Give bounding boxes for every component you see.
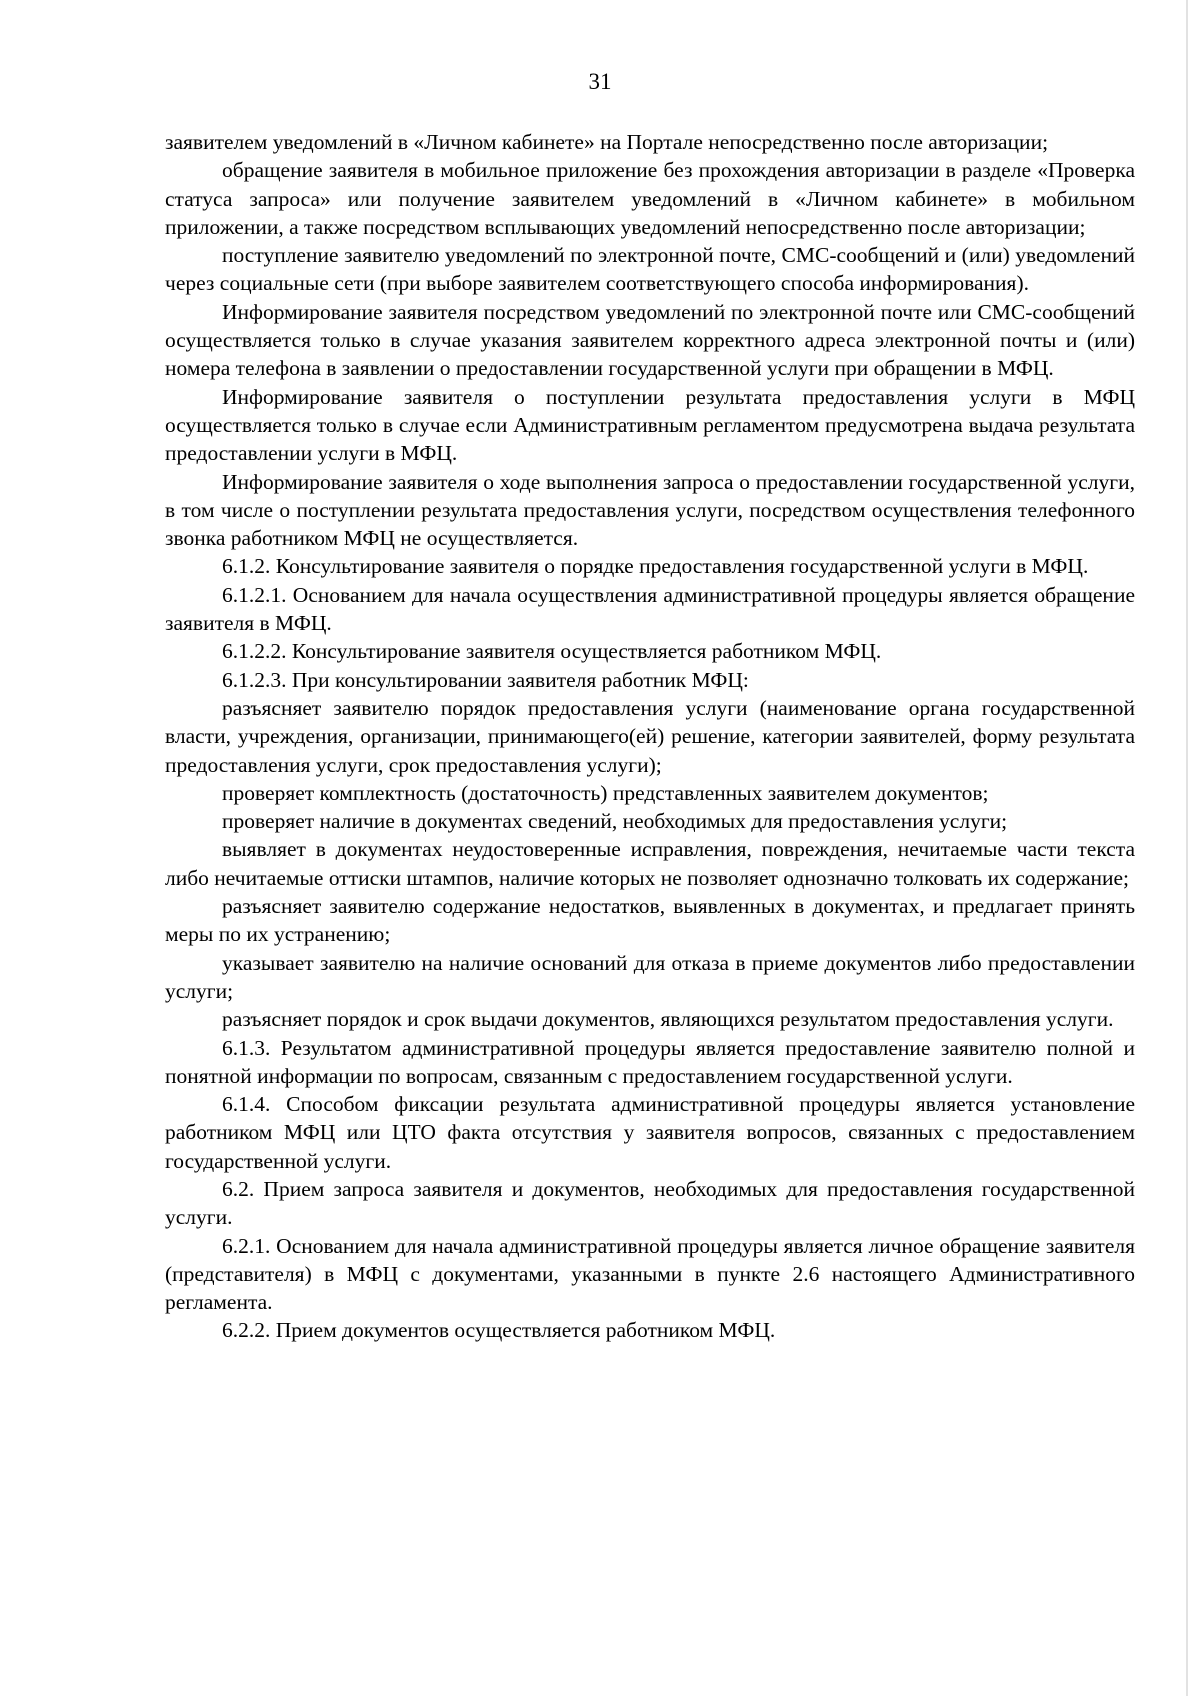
list-item: проверяет наличие в документах сведений, необходимых для предоставления услуги; (222, 809, 1008, 834)
section-6-1-3: 6.1.3. Результатом административной процедуры является предоставление заявителю полной и понятной информации по вопросам, связанным с предоставлением государственной услуги. (165, 1035, 1135, 1088)
section-6-1-2-3: 6.1.2.3. При консультировании заявителя работник МФЦ: (222, 667, 749, 692)
paragraph: Информирование заявителя о ходе выполнения запроса о предоставлении государственной услуги, в том числе о поступлении результата предоставления услуги, посредством осуществления телефонного звонка работником МФЦ не осуществляется. (165, 469, 1135, 551)
section-6-1-2-2: 6.1.2.2. Консультирование заявителя осуществляется работником МФЦ. (222, 639, 882, 664)
section-6-1-2-1: 6.1.2.1. Основанием для начала осуществления административной процедуры является обращение заявителя в МФЦ. (165, 582, 1135, 636)
list-item: разъясняет заявителю порядок предоставления услуги (наименование органа государственной власти, учреждения, организации, принимающего(ей) решение, категории заявителей, форму результата предоставления услуги, срок предоставления услуги); (165, 695, 1135, 777)
document-body (165, 128, 1135, 1345)
section-6-1-4: 6.1.4. Способом фиксации результата административной процедуры является установление работником МФЦ или ЦТО факта отсутствия у заявителя вопросов, связанных с предоставлением государственной услуги. (165, 1092, 1135, 1173)
paragraph: Информирование заявителя посредством уведомлений по электронной почте или СМС-сообщений осуществляется только в случае указания заявителем корректного адреса электронной почты и (или) номера телефона в заявлении о предоставлении государственной услуги при обращении в МФЦ. (165, 299, 1135, 381)
list-item: разъясняет порядок и срок выдачи документов, являющихся результатом предоставления услуги. (222, 1007, 1114, 1032)
list-item: разъясняет заявителю содержание недостатков, выявленных в документах, и предлагает принять меры по их устранению; (165, 894, 1135, 947)
paragraph: Информирование заявителя о поступлении результата предоставления услуги в МФЦ осуществляется только в случае если Административным регламентом предусмотрена выдача результата предоставлении услуги в МФЦ. (165, 384, 1135, 466)
page-number: 31 (588, 69, 612, 94)
paragraph-continuation: заявителем уведомлений в «Личном кабинете» на Портале непосредственно после авторизации; (165, 130, 1049, 154)
paragraph: поступление заявителю уведомлений по электронной почте, СМС-сообщений и (или) уведомлений через социальные сети (при выборе заявителем соответствующего способа информирования). (165, 243, 1135, 296)
section-6-2-1: 6.2.1. Основанием для начала административной процедуры является личное обращение заявителя (представителя) в МФЦ с документами, указанными в пункте 2.6 настоящего Административного регламента. (165, 1233, 1135, 1315)
section-6-2: 6.2. Прием запроса заявителя и документов, необходимых для предоставления государственной услуги. (165, 1176, 1135, 1230)
section-6-2-2: 6.2.2. Прием документов осуществляется работником МФЦ. (222, 1318, 776, 1343)
list-item: выявляет в документах неудостоверенные исправления, повреждения, нечитаемые части текста либо нечитаемые оттиски штампов, наличие которых не позволяет однозначно толковать их содержание; (165, 837, 1135, 890)
list-item: проверяет комплектность (достаточность) представленных заявителем документов; (222, 780, 989, 805)
paragraph: обращение заявителя в мобильное приложение без прохождения авторизации в разделе «Проверка статуса запроса» или получение заявителем уведомлений в «Личном кабинете» в мобильном приложении, а также посредством всплывающих уведомлений непосредственно после авторизации; (165, 158, 1135, 239)
list-item: указывает заявителю на наличие оснований для отказа в приеме документов либо предоставлении услуги; (165, 950, 1135, 1003)
section-6-1-2: 6.1.2. Консультирование заявителя о порядке предоставления государственной услуги в МФЦ. (222, 554, 1089, 579)
scan-edge-line (1186, 0, 1188, 1696)
